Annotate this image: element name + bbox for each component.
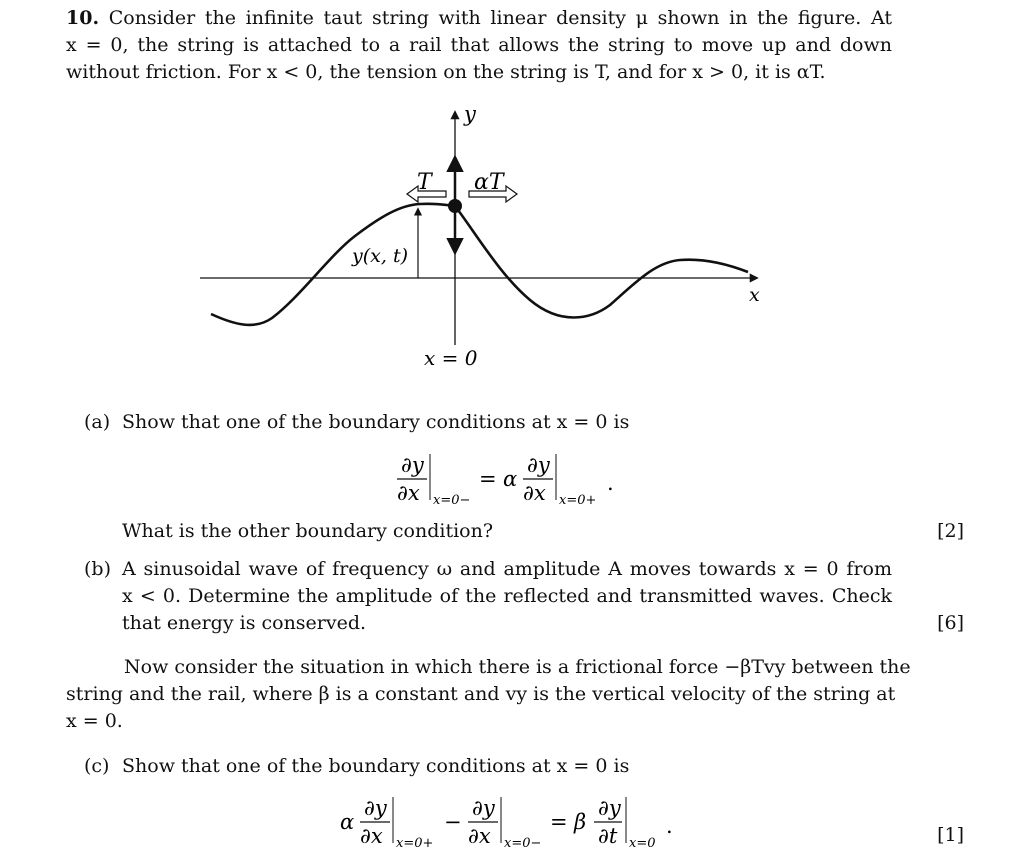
part-b-line-2: x < 0. Determine the amplitude of the reflected and transmitted waves. Check — [122, 585, 892, 607]
part-a-question: What is the other boundary condition? — [122, 520, 494, 542]
part-b-line-3: that energy is conserved. — [122, 612, 367, 634]
part-a-label: (a) — [84, 411, 111, 433]
part-a-text: Show that one of the boundary conditions at x = 0 is — [122, 411, 630, 433]
svg-text:=: = — [479, 467, 497, 491]
origin-label: x = 0 — [424, 346, 478, 370]
svg-text:∂y: ∂y — [364, 796, 387, 820]
svg-text:x=0−: x=0− — [433, 493, 471, 508]
equation-c-graphic — [338, 795, 698, 851]
part-c-equation — [338, 795, 698, 851]
part-c-text: Show that one of the boundary conditions at x = 0 is — [122, 755, 630, 777]
friction-line-3: x = 0. — [66, 710, 123, 732]
svg-text:x=0: x=0 — [629, 836, 656, 851]
svg-text:−: − — [444, 810, 462, 834]
svg-text:α: α — [340, 810, 355, 834]
svg-text:∂y: ∂y — [401, 453, 424, 477]
svg-text:x=0−: x=0− — [504, 836, 542, 851]
part-c-marks: [1] — [937, 824, 964, 846]
tension-left-label: T — [417, 170, 432, 195]
svg-text:∂t: ∂t — [598, 824, 618, 848]
string-figure — [0, 0, 1024, 400]
svg-text:∂y: ∂y — [527, 453, 550, 477]
tension-right-label: αT — [474, 170, 504, 195]
problem-number: 10. — [66, 7, 100, 29]
rail-point — [448, 199, 462, 213]
svg-text:∂y: ∂y — [472, 796, 495, 820]
part-a-marks: [2] — [937, 520, 964, 542]
svg-text:=: = — [550, 810, 568, 834]
string-wave — [211, 204, 748, 325]
svg-text:∂x: ∂x — [360, 824, 383, 848]
part-a-equation — [395, 452, 635, 512]
svg-text:x=0+: x=0+ — [396, 836, 434, 851]
part-b-line-1: A sinusoidal wave of frequency ω and amplitude A moves towards x = 0 from — [122, 558, 892, 580]
intro-text-1: Consider the infinite taut string with linear density μ shown in the figure. At — [108, 7, 892, 29]
y-axis-label: y — [464, 102, 476, 126]
intro-line-2: x = 0, the string is attached to a rail that allows the string to move up and down — [66, 34, 892, 56]
part-c-label: (c) — [84, 755, 110, 777]
svg-text:∂y: ∂y — [598, 796, 621, 820]
displacement-label: y(x, t) — [352, 245, 408, 267]
x-axis-label: x — [749, 284, 760, 306]
svg-text:∂x: ∂x — [397, 481, 420, 505]
svg-text:.: . — [607, 471, 614, 495]
svg-text:α: α — [503, 467, 518, 491]
friction-line-1: Now consider the situation in which there is a frictional force −βTvy between the — [124, 656, 911, 678]
svg-text:∂x: ∂x — [468, 824, 491, 848]
equation-a-graphic — [395, 452, 635, 512]
svg-text:β: β — [574, 810, 587, 834]
intro-line-3: without friction. For x < 0, the tension on the string is T, and for x > 0, it is αT. — [66, 61, 826, 83]
part-b-marks: [6] — [937, 612, 964, 634]
friction-line-2: string and the rail, where β is a constant and vy is the vertical velocity of the string at — [66, 683, 896, 705]
svg-text:∂x: ∂x — [523, 481, 546, 505]
svg-text:x=0+: x=0+ — [559, 493, 597, 508]
svg-text:.: . — [666, 814, 673, 838]
part-b-label: (b) — [84, 558, 111, 580]
